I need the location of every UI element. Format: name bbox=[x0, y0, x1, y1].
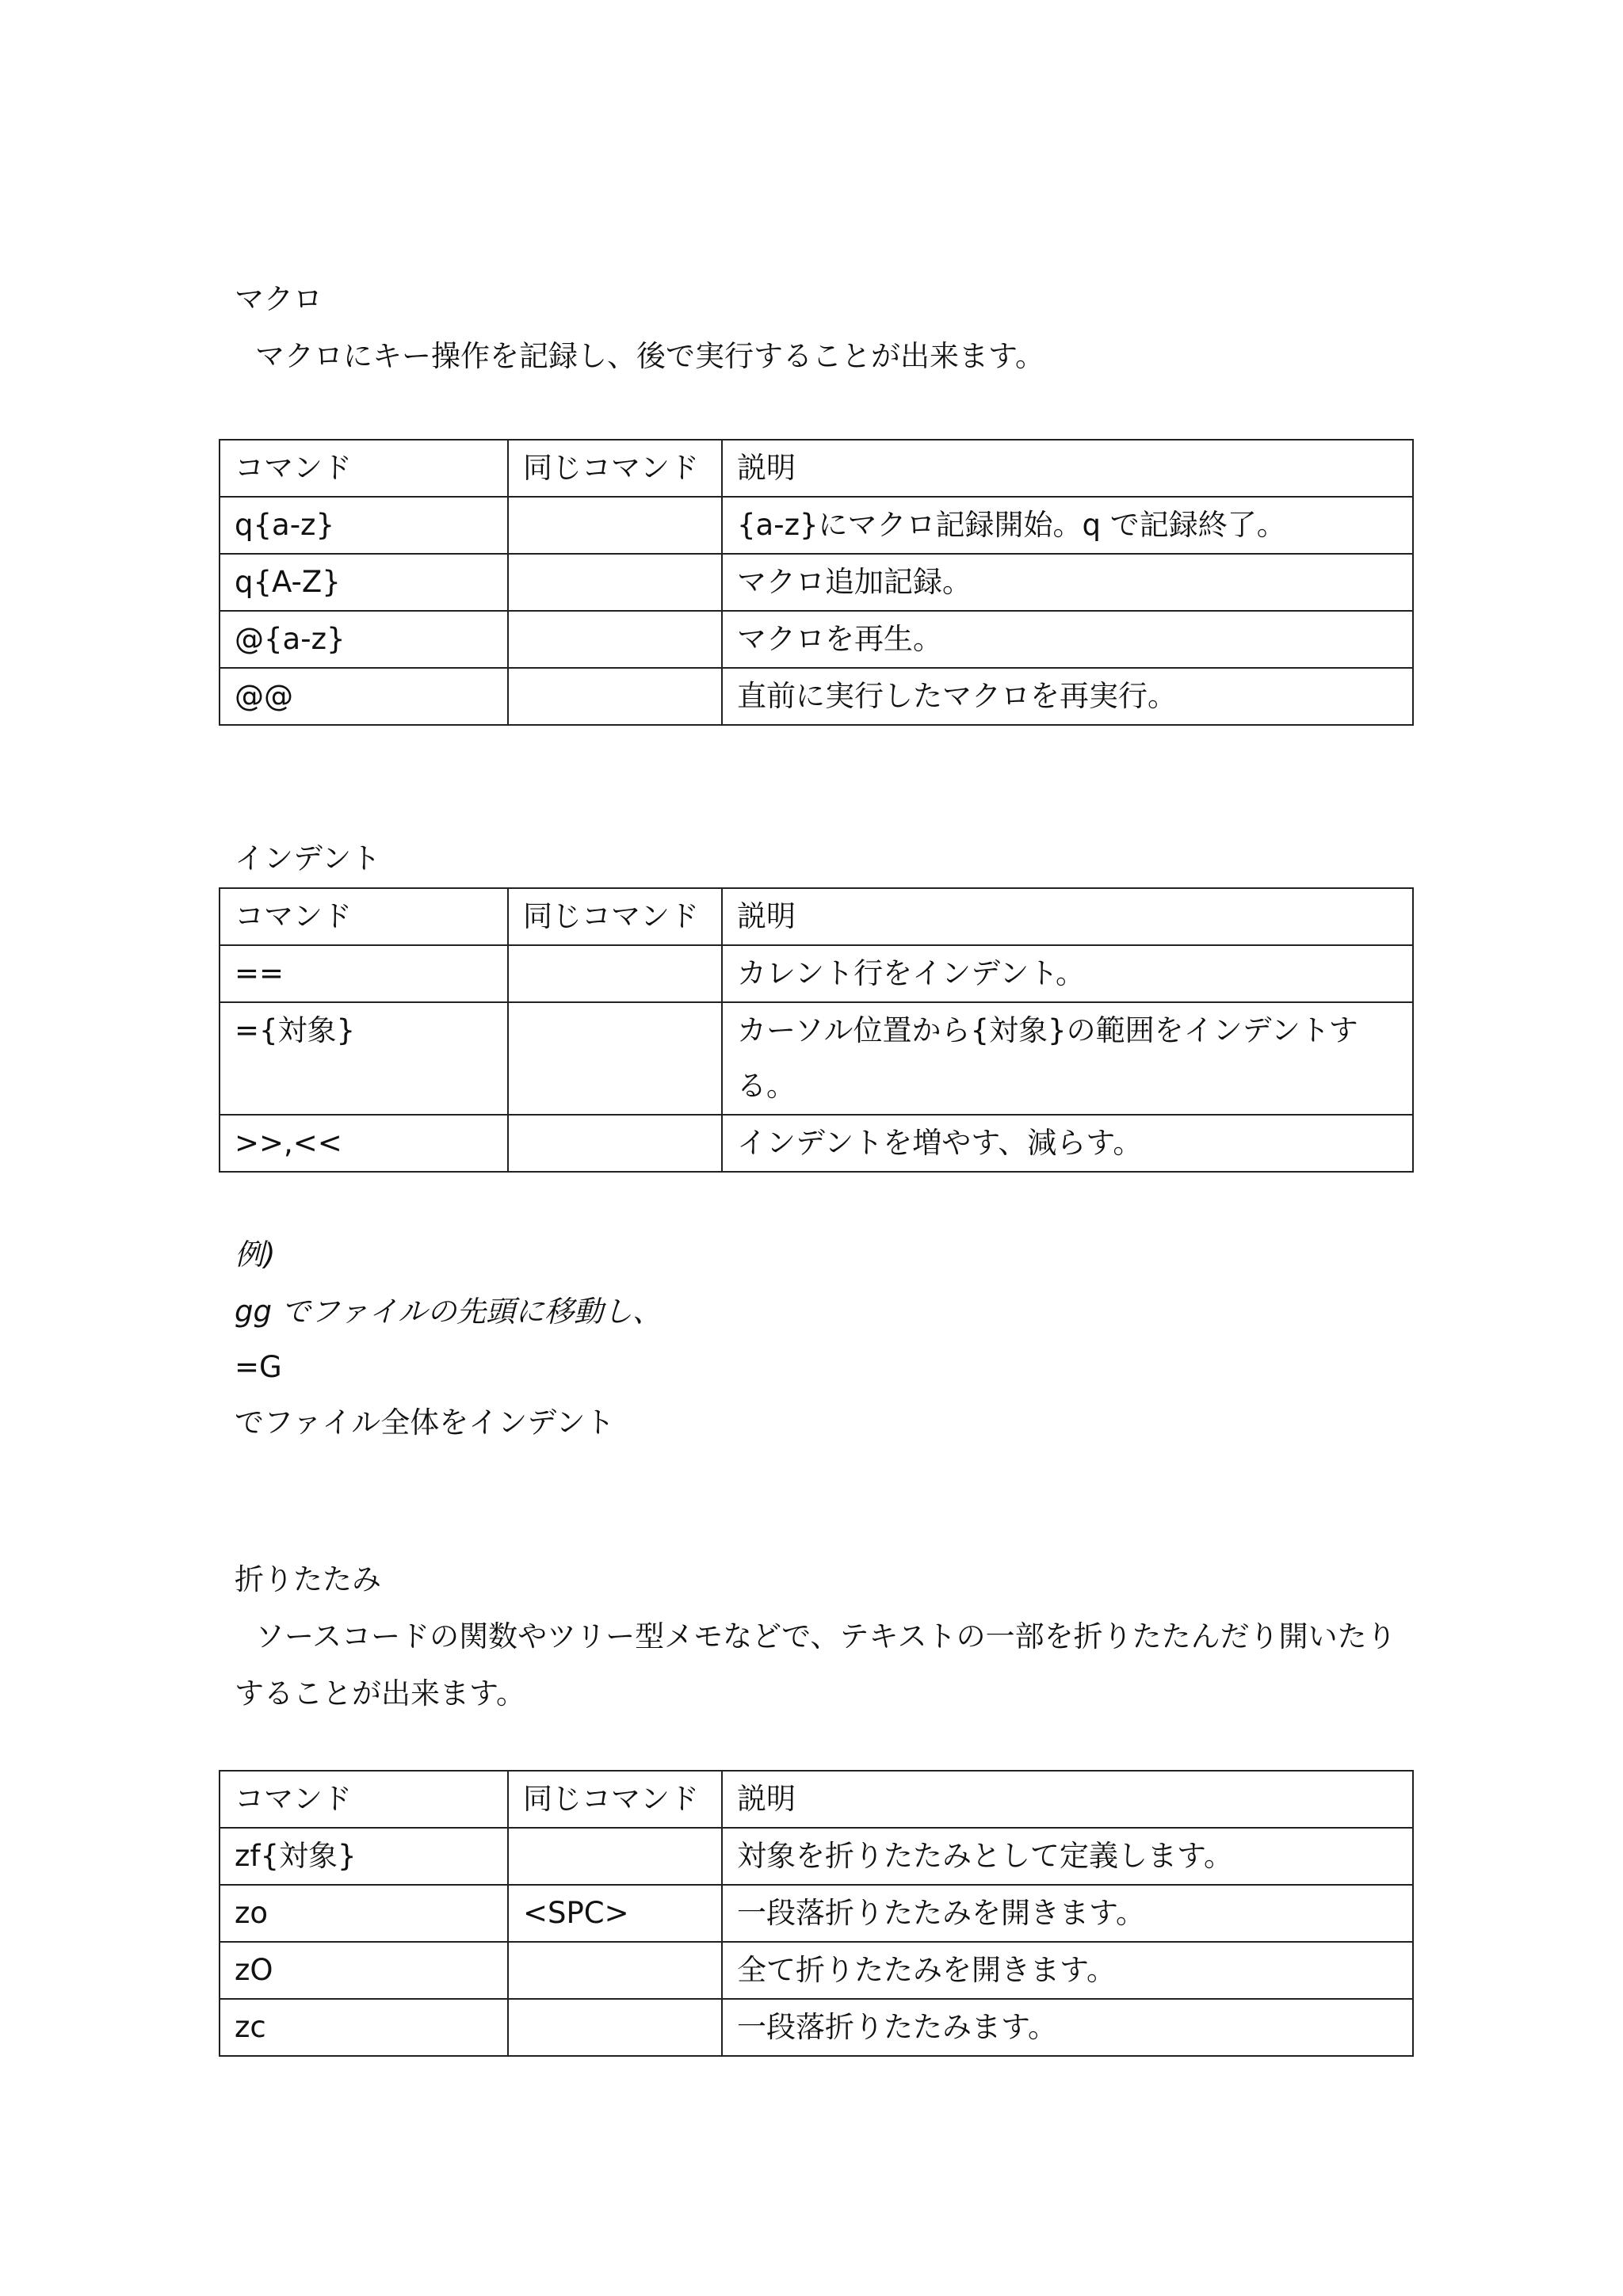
cell-command: zo bbox=[220, 1885, 508, 1942]
header-description: 説明 bbox=[722, 1771, 1413, 1828]
cell-command: zf{対象} bbox=[220, 1828, 508, 1885]
section-title-macro: マクロ bbox=[235, 282, 323, 316]
indent-command-table bbox=[219, 887, 1414, 1173]
cell-alias bbox=[508, 1002, 722, 1115]
cell-command: @{a-z} bbox=[220, 611, 508, 668]
cell-alias bbox=[508, 945, 722, 1002]
table-header-row bbox=[220, 440, 1413, 497]
cell-alias bbox=[508, 1999, 722, 2056]
header-alias: 同じコマンド bbox=[508, 1771, 722, 1828]
cell-command: ={対象} bbox=[220, 1002, 508, 1115]
cell-command: zc bbox=[220, 1999, 508, 2056]
section-title-folding: 折りたたみ bbox=[235, 1562, 381, 1596]
table-row bbox=[220, 945, 1413, 1002]
cell-description: カーソル位置から{対象}の範囲をインデントする。 bbox=[722, 1002, 1413, 1115]
cell-alias bbox=[508, 611, 722, 668]
table-row bbox=[220, 1942, 1413, 1999]
header-command: コマンド bbox=[220, 888, 508, 945]
table-row bbox=[220, 611, 1413, 668]
section-intro-macro: マクロにキー操作を記録し、後で実行することが出来ます。 bbox=[255, 339, 1045, 373]
cell-description: 一段落折りたたみます。 bbox=[722, 1999, 1413, 2056]
table-row bbox=[220, 1828, 1413, 1885]
cell-alias bbox=[508, 554, 722, 611]
table-row bbox=[220, 497, 1413, 554]
cell-alias: <SPC> bbox=[508, 1885, 722, 1942]
table-header-row bbox=[220, 1771, 1413, 1828]
table-row bbox=[220, 1115, 1413, 1172]
example-line-2: =G bbox=[235, 1350, 282, 1384]
cell-description: 全て折りたたみを開きます。 bbox=[722, 1942, 1413, 1999]
cell-alias bbox=[508, 1942, 722, 1999]
cell-command: q{A-Z} bbox=[220, 554, 508, 611]
table-row bbox=[220, 1885, 1413, 1942]
cell-description: {a-z}にマクロ記録開始。q で記録終了。 bbox=[722, 497, 1413, 554]
cell-alias bbox=[508, 1115, 722, 1172]
cell-alias bbox=[508, 668, 722, 725]
cell-command: zO bbox=[220, 1942, 508, 1999]
cell-description: 直前に実行したマクロを再実行。 bbox=[722, 668, 1413, 725]
cell-description: カレント行をインデント。 bbox=[722, 945, 1413, 1002]
header-command: コマンド bbox=[220, 440, 508, 497]
cell-command: @@ bbox=[220, 668, 508, 725]
section-intro-folding: ソースコードの関数やツリー型メモなどで、テキストの一部を折りたたんだり開いたりすることが出来ます。 bbox=[235, 1619, 1396, 1711]
cell-description: マクロを再生。 bbox=[722, 611, 1413, 668]
macro-command-table bbox=[219, 439, 1414, 726]
example-line-1: gg でファイルの先頭に移動し、 bbox=[235, 1295, 662, 1329]
cell-description: 対象を折りたたみとして定義します。 bbox=[722, 1828, 1413, 1885]
cell-command: == bbox=[220, 945, 508, 1002]
header-description: 説明 bbox=[722, 888, 1413, 945]
header-command: コマンド bbox=[220, 1771, 508, 1828]
header-alias: 同じコマンド bbox=[508, 888, 722, 945]
header-description: 説明 bbox=[722, 440, 1413, 497]
cell-command: q{a-z} bbox=[220, 497, 508, 554]
cell-description: 一段落折りたたみを開きます。 bbox=[722, 1885, 1413, 1942]
section-title-indent: インデント bbox=[235, 841, 381, 875]
cell-description: インデントを増やす、減らす。 bbox=[722, 1115, 1413, 1172]
cell-alias bbox=[508, 1828, 722, 1885]
header-alias: 同じコマンド bbox=[508, 440, 722, 497]
table-row bbox=[220, 1002, 1413, 1115]
folding-command-table bbox=[219, 1770, 1414, 2057]
table-row bbox=[220, 554, 1413, 611]
table-row bbox=[220, 1999, 1413, 2056]
example-line-3: でファイル全体をインデント bbox=[235, 1405, 615, 1440]
table-header-row bbox=[220, 888, 1413, 945]
cell-description: マクロ追加記録。 bbox=[722, 554, 1413, 611]
cell-alias bbox=[508, 497, 722, 554]
cell-command: >>,<< bbox=[220, 1115, 508, 1172]
example-label: 例) bbox=[235, 1238, 276, 1272]
table-row bbox=[220, 668, 1413, 725]
